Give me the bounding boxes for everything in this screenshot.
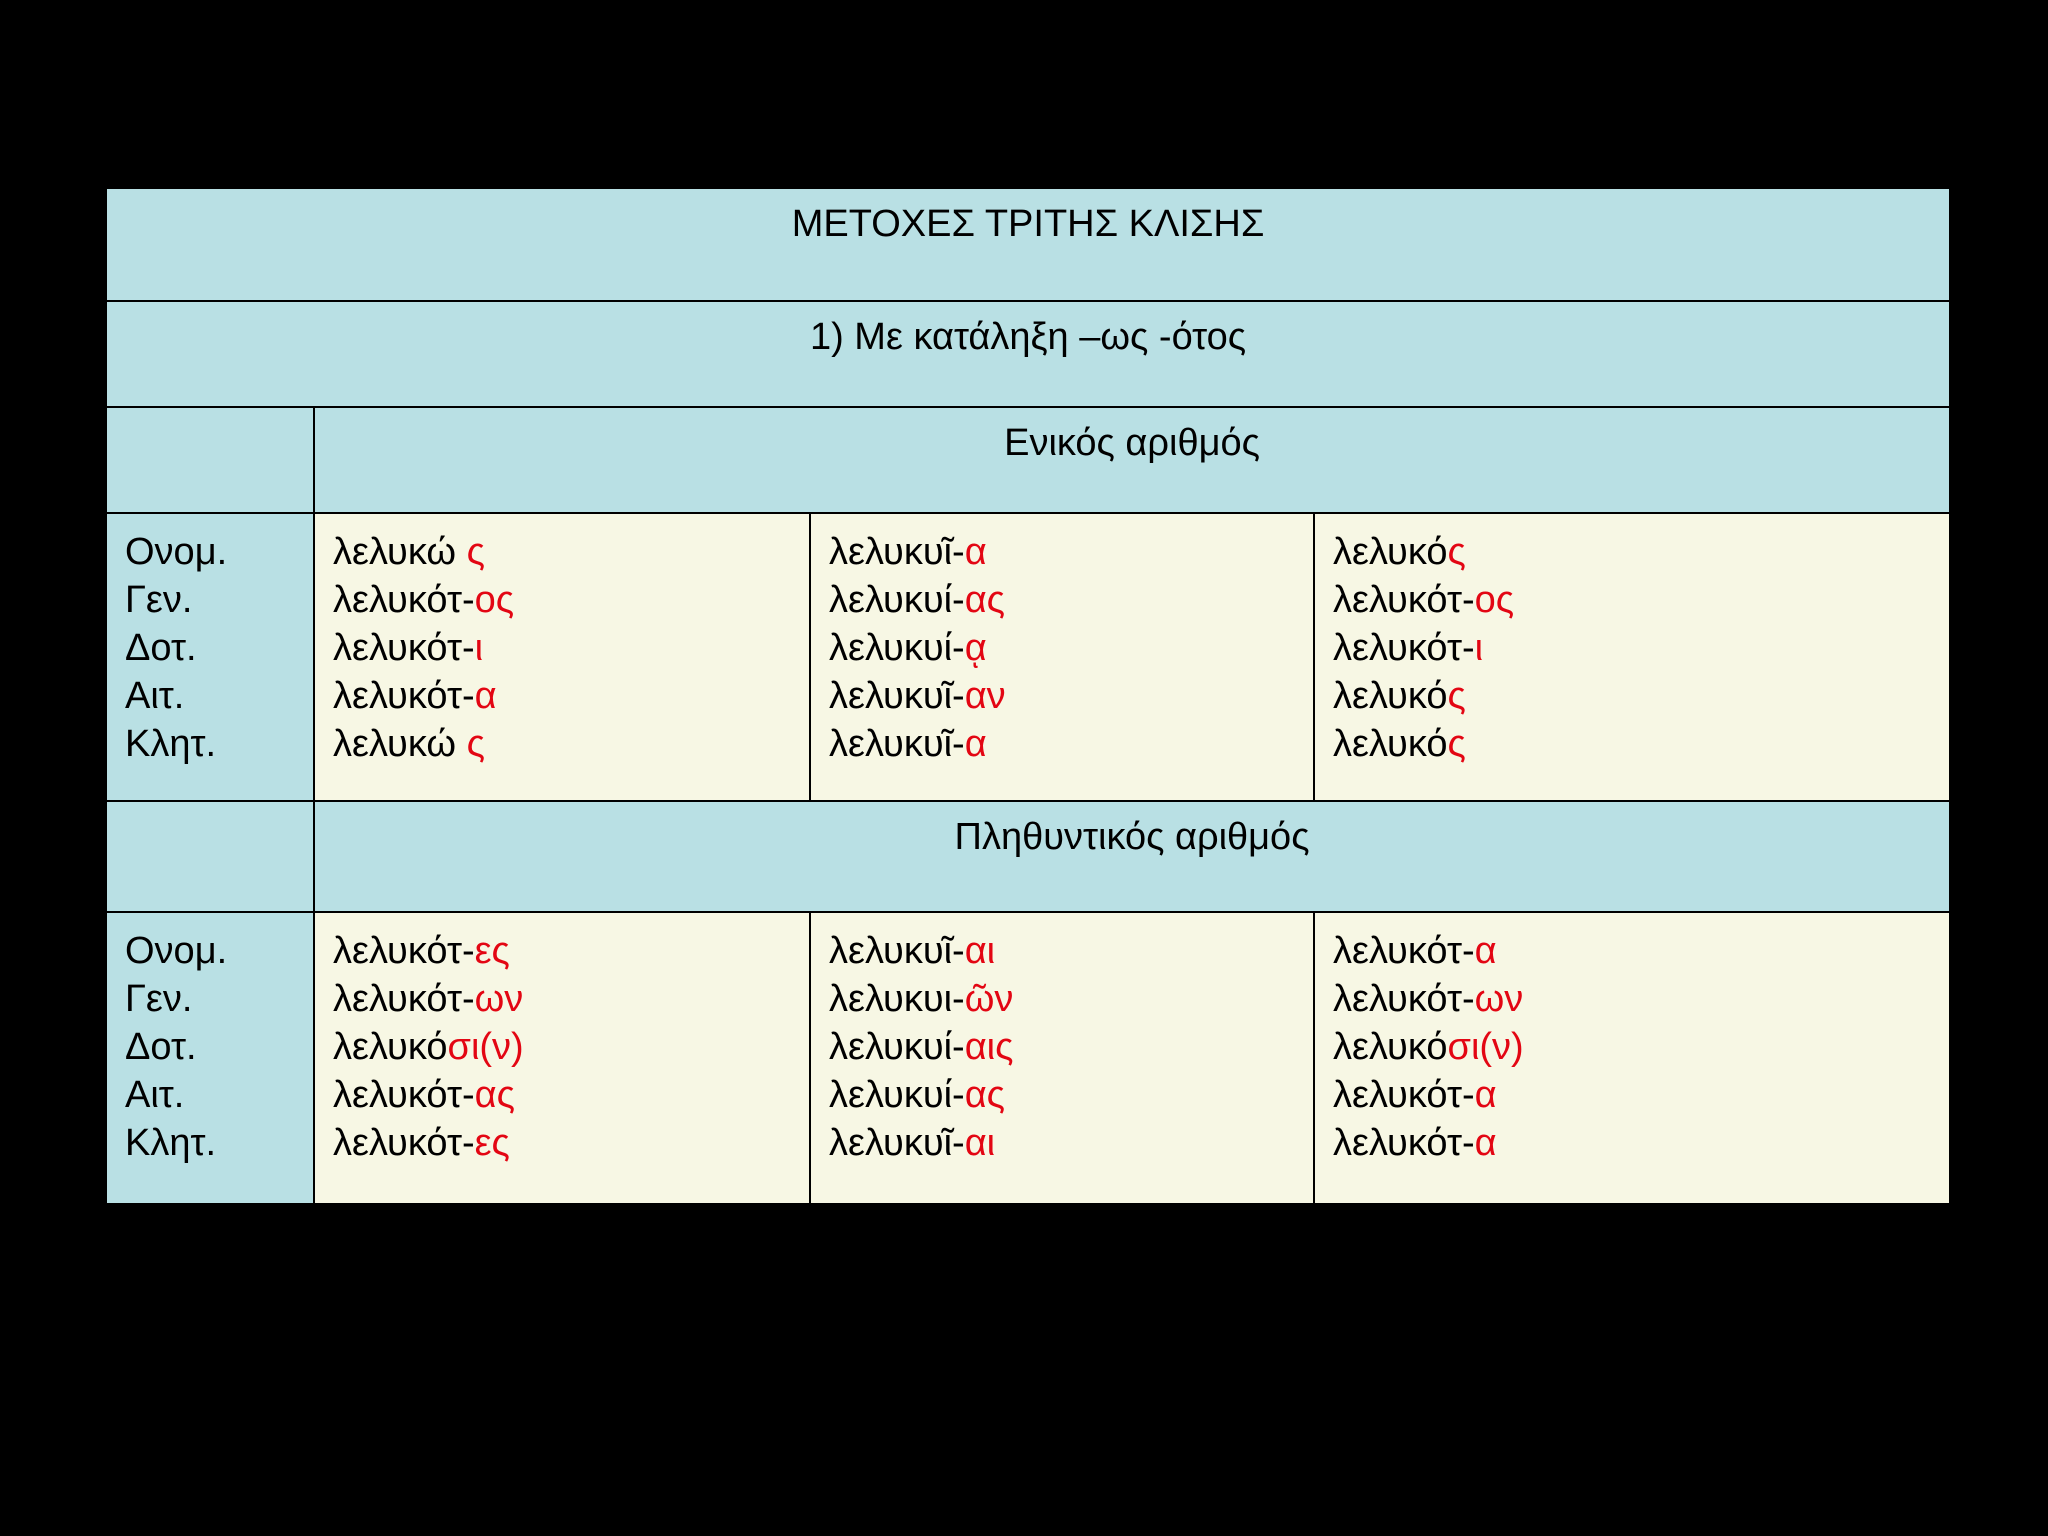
form-ending: ι — [1474, 627, 1484, 669]
case-label: Δοτ. — [125, 1026, 197, 1068]
case-label: Αιτ. — [125, 675, 185, 717]
form-ending: αν — [964, 675, 1006, 717]
form-ending: ος — [1474, 579, 1515, 621]
form-ending: ες — [474, 1122, 510, 1164]
form-line — [1333, 528, 1949, 576]
singular-feminine-column — [810, 513, 1314, 801]
form-stem: λελυκότ- — [333, 930, 475, 972]
form-ending: ων — [474, 978, 524, 1020]
case-label: Γεν. — [125, 978, 193, 1020]
form-ending: ι — [474, 627, 484, 669]
plural-heading: Πληθυντικός αριθμός — [954, 816, 1310, 858]
form-stem: λελυκυί- — [829, 627, 965, 669]
form-ending: ς — [1447, 723, 1466, 765]
form-line — [829, 576, 1313, 624]
form-line — [829, 1023, 1313, 1071]
form-line — [333, 1023, 809, 1071]
form-line — [333, 1119, 809, 1167]
form-ending: ς — [1447, 675, 1466, 717]
form-stem: λελυκότ- — [1333, 930, 1475, 972]
singular-masculine-column — [314, 513, 810, 801]
form-ending: αι — [964, 1122, 996, 1164]
form-line — [333, 927, 809, 975]
form-ending: α — [474, 675, 497, 717]
form-stem: λελυκότ- — [333, 579, 475, 621]
table-title: ΜΕΤΟΧΕΣ ΤΡΙΤΗΣ ΚΛΙΣΗΣ — [791, 203, 1265, 245]
singular-heading: Ενικός αριθμός — [1004, 422, 1260, 464]
form-line — [333, 624, 809, 672]
case-label: Αιτ. — [125, 1074, 185, 1116]
form-stem: λελυκότ- — [1333, 627, 1475, 669]
table-subtitle: 1) Με κατάληξη –ως -ότος — [809, 316, 1247, 358]
case-label: Δοτ. — [125, 627, 197, 669]
form-ending: ας — [964, 1074, 1005, 1116]
form-ending: ς — [1447, 531, 1466, 573]
form-ending: αι — [964, 930, 996, 972]
form-stem: λελυκότ- — [333, 1074, 475, 1116]
plural-feminine-column — [810, 912, 1314, 1204]
form-stem: λελυκυί- — [829, 579, 965, 621]
case-label: Ονομ. — [125, 531, 228, 573]
case-label: Κλητ. — [125, 1122, 217, 1164]
form-stem: λελυκό — [1333, 675, 1448, 717]
form-ending: α — [964, 531, 987, 573]
form-ending: ᾳ — [964, 627, 987, 669]
plural-corner-cell — [106, 801, 314, 912]
singular-neuter-column — [1314, 513, 1950, 801]
form-ending: ῶν — [964, 978, 1014, 1020]
form-line — [829, 528, 1313, 576]
declension-table — [105, 187, 1951, 1205]
form-ending: σι(ν) — [1447, 1026, 1524, 1068]
case-label: Ονομ. — [125, 930, 228, 972]
form-line — [1333, 624, 1949, 672]
form-ending: ας — [474, 1074, 515, 1116]
form-stem: λελυκότ- — [1333, 579, 1475, 621]
form-stem: λελυκότ- — [333, 675, 475, 717]
form-line — [829, 1071, 1313, 1119]
form-stem: λελυκό — [333, 1026, 448, 1068]
form-stem: λελυκό — [1333, 531, 1448, 573]
form-line — [1333, 1023, 1949, 1071]
form-line — [829, 624, 1313, 672]
form-stem: λελυκώ — [333, 531, 467, 573]
form-line — [829, 927, 1313, 975]
form-stem: λελυκυι- — [829, 978, 965, 1020]
form-line — [333, 672, 809, 720]
form-line — [1333, 672, 1949, 720]
form-ending: ες — [474, 930, 510, 972]
singular-heading-cell — [314, 407, 1950, 513]
subtitle-cell — [106, 301, 1950, 407]
form-ending: α — [964, 723, 987, 765]
form-line — [333, 975, 809, 1023]
form-line — [1333, 576, 1949, 624]
form-ending: ς — [466, 723, 485, 765]
form-line — [1333, 1071, 1949, 1119]
form-line — [829, 672, 1313, 720]
form-ending: ας — [964, 579, 1005, 621]
singular-case-labels — [106, 513, 314, 801]
plural-heading-cell — [314, 801, 1950, 912]
form-ending: ος — [474, 579, 515, 621]
form-stem: λελυκό — [1333, 723, 1448, 765]
form-line — [333, 576, 809, 624]
plural-neuter-column — [1314, 912, 1950, 1204]
form-line — [333, 720, 809, 768]
case-label: Γεν. — [125, 579, 193, 621]
form-stem: λελυκότ- — [333, 1122, 475, 1164]
form-line — [829, 975, 1313, 1023]
form-stem: λελυκυῖ- — [829, 723, 965, 765]
form-stem: λελυκότ- — [1333, 1122, 1475, 1164]
form-line — [1333, 1119, 1949, 1167]
form-stem: λελυκυῖ- — [829, 531, 965, 573]
form-ending: σι(ν) — [447, 1026, 524, 1068]
form-stem: λελυκότ- — [1333, 978, 1475, 1020]
form-stem: λελυκώ — [333, 723, 467, 765]
form-ending: α — [1474, 1122, 1497, 1164]
form-stem: λελυκυῖ- — [829, 1122, 965, 1164]
form-line — [829, 1119, 1313, 1167]
form-stem: λελυκότ- — [1333, 1074, 1475, 1116]
form-ending: α — [1474, 930, 1497, 972]
form-line — [333, 528, 809, 576]
form-line — [333, 1071, 809, 1119]
form-stem: λελυκυῖ- — [829, 675, 965, 717]
form-line — [1333, 975, 1949, 1023]
form-line — [1333, 720, 1949, 768]
form-line — [829, 720, 1313, 768]
form-stem: λελυκυί- — [829, 1026, 965, 1068]
form-ending: α — [1474, 1074, 1497, 1116]
form-ending: ων — [1474, 978, 1524, 1020]
form-line — [1333, 927, 1949, 975]
form-stem: λελυκό — [1333, 1026, 1448, 1068]
form-ending: ς — [466, 531, 485, 573]
plural-case-labels — [106, 912, 314, 1204]
case-label: Κλητ. — [125, 723, 217, 765]
plural-masculine-column — [314, 912, 810, 1204]
form-stem: λελυκυί- — [829, 1074, 965, 1116]
title-cell — [106, 188, 1950, 301]
form-stem: λελυκότ- — [333, 627, 475, 669]
form-stem: λελυκότ- — [333, 978, 475, 1020]
singular-corner-cell — [106, 407, 314, 513]
form-ending: αις — [964, 1026, 1014, 1068]
form-stem: λελυκυῖ- — [829, 930, 965, 972]
